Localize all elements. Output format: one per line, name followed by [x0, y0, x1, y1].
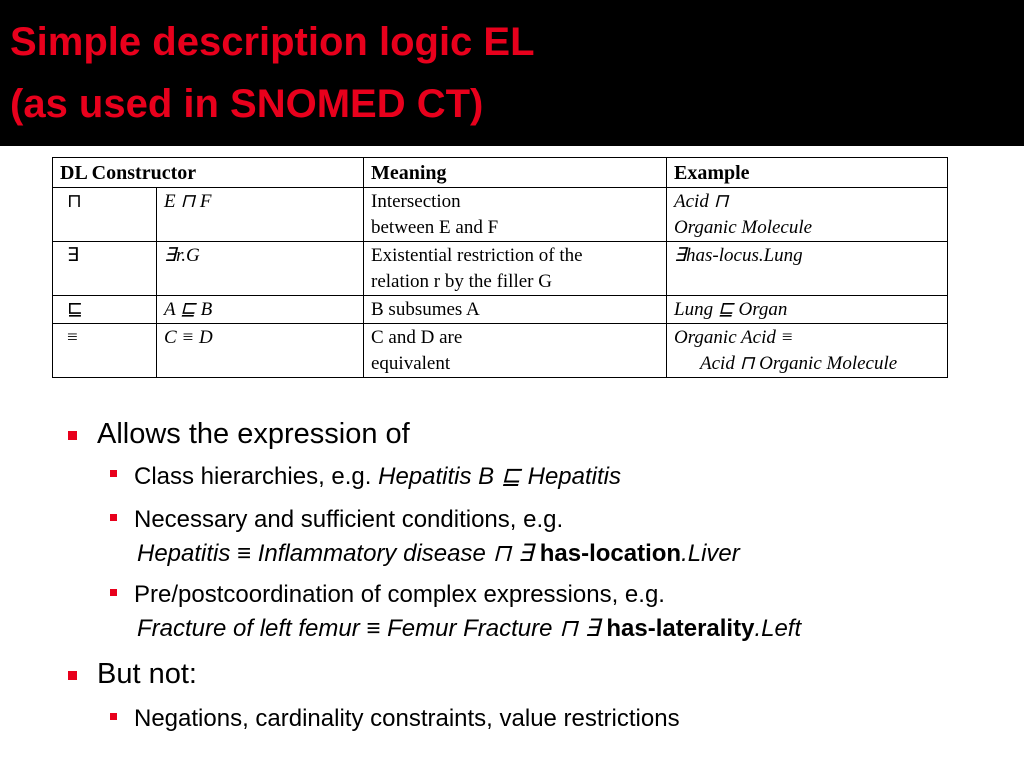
row-meaning [364, 242, 667, 296]
expr-part: .Left [754, 615, 802, 642]
necessary-sufficient-expression [137, 539, 740, 568]
bullet-class-hierarchies [134, 462, 621, 491]
table-row [53, 188, 948, 242]
meaning-line: relation r by the filler G [371, 271, 552, 292]
bullet-precoordination: Pre/postcoordination of complex expressions, e.g. [134, 581, 665, 608]
bullet-necessary-sufficient: Necessary and sufficient conditions, e.g. [134, 506, 564, 533]
example-line: Organic Molecule [674, 217, 813, 238]
meaning-line: B subsumes A [371, 299, 480, 320]
precoordination-expression [137, 614, 801, 643]
row-example [667, 188, 948, 242]
row-symbol: ⊓ [53, 188, 157, 242]
row-example [667, 242, 948, 296]
example-line: Acid ⊓ [674, 191, 729, 212]
row-example [667, 324, 948, 378]
meaning-line: Intersection [371, 191, 461, 212]
table-row [53, 296, 948, 324]
table-header-row [53, 158, 948, 188]
example-line: Organic Acid ≡ [674, 327, 794, 348]
row-syntax: C ≡ D [157, 324, 364, 378]
bullet-expression: Hepatitis B ⊑ Hepatitis [378, 463, 621, 490]
example-line: Acid ⊓ Organic Molecule [700, 353, 898, 374]
header-dl-constructor: DL Constructor [53, 158, 364, 188]
bullet-square-icon [110, 470, 117, 477]
header-example: Example [667, 158, 948, 188]
row-symbol: ≡ [53, 324, 157, 378]
expr-part: .Liver [681, 540, 740, 567]
table-row [53, 324, 948, 378]
bullet-negations: Negations, cardinality constraints, value restrictions [134, 705, 680, 732]
bullet-but-not: But not: [97, 658, 197, 690]
bullet-square-icon [68, 431, 77, 440]
row-meaning [364, 324, 667, 378]
meaning-line: Existential restriction of the [371, 245, 583, 266]
table-row [53, 242, 948, 296]
row-symbol: ⊑ [53, 296, 157, 324]
meaning-line: between E and F [371, 217, 499, 238]
meaning-line: C and D are [371, 327, 463, 348]
title-bar [0, 0, 1024, 146]
expr-part: Hepatitis ≡ Inflammatory disease ⊓ ∃ [137, 540, 540, 567]
example-line: ∃has-locus.Lung [674, 245, 803, 266]
bullet-text: Class hierarchies, e.g. [134, 463, 379, 490]
header-meaning: Meaning [364, 158, 667, 188]
row-syntax: ∃r.G [157, 242, 364, 296]
row-example [667, 296, 948, 324]
bullet-square-icon [110, 589, 117, 596]
row-symbol: ∃ [53, 242, 157, 296]
bullet-allows: Allows the expression of [97, 418, 410, 450]
row-meaning [364, 296, 667, 324]
expr-role: has-laterality [606, 615, 755, 642]
slide-title-line2: (as used in SNOMED CT) [10, 82, 484, 126]
bullet-square-icon [68, 671, 77, 680]
row-syntax: A ⊑ B [157, 296, 364, 324]
example-line: Lung ⊑ Organ [674, 299, 788, 320]
expr-part: Fracture of left femur ≡ Femur Fracture ⊓ ∃ [137, 615, 607, 642]
bullet-square-icon [110, 514, 117, 521]
row-syntax: E ⊓ F [157, 188, 364, 242]
meaning-line: equivalent [371, 353, 451, 374]
row-meaning [364, 188, 667, 242]
bullet-square-icon [110, 713, 117, 720]
expr-role: has-location [539, 540, 682, 567]
slide-title-line1: Simple description logic EL [10, 20, 535, 64]
dl-constructor-table [52, 157, 948, 378]
